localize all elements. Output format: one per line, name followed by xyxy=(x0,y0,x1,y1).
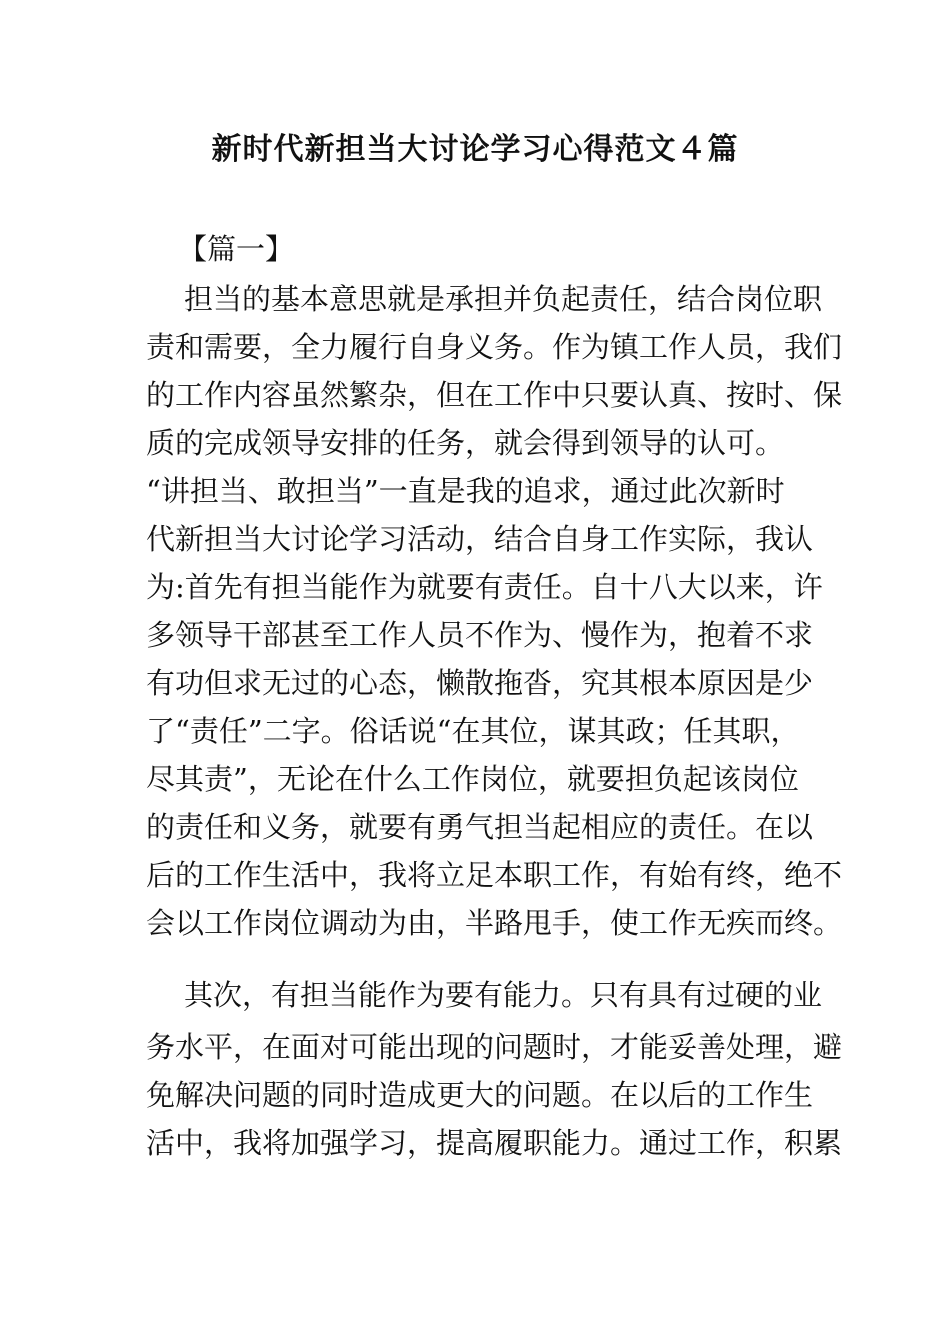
paragraph-line: “讲担当、敢担当”一直是我的追求，通过此次新时 xyxy=(146,474,785,508)
paragraph-line: 后的工作生活中，我将立足本职工作，有始有终，绝不 xyxy=(146,858,843,892)
page-title: 新时代新担当大讨论学习心得范文４篇 xyxy=(211,132,739,167)
section-label: 【篇一】 xyxy=(178,232,295,266)
paragraph-line: 责和需要，全力履行自身义务。作为镇工作人员，我们 xyxy=(146,330,843,364)
paragraph-line: 务水平，在面对可能出现的问题时，才能妥善处理，避 xyxy=(146,1030,843,1064)
paragraph-line: 质的完成领导安排的任务，就会得到领导的认可。 xyxy=(146,426,785,460)
paragraph-line: 免解决问题的同时造成更大的问题。在以后的工作生 xyxy=(146,1078,814,1112)
paragraph-line: 有功但求无过的心态，懒散拖沓，究其根本原因是少 xyxy=(146,666,814,700)
paragraph-line: 会以工作岗位调动为由，半路甩手，使工作无疾而终。 xyxy=(146,906,843,940)
paragraph-line: 的责任和义务，就要有勇气担当起相应的责任。在以 xyxy=(146,810,814,844)
paragraph-line: 的工作内容虽然繁杂，但在工作中只要认真、按时、保 xyxy=(146,378,843,412)
paragraph-line: 多领导干部甚至工作人员不作为、慢作为，抱着不求 xyxy=(146,618,814,652)
paragraph-line: 活中，我将加强学习，提高履职能力。通过工作，积累 xyxy=(146,1126,843,1160)
paragraph-line: 尽其责”，无论在什么工作岗位，就要担负起该岗位 xyxy=(146,762,799,796)
paragraph-line: 代新担当大讨论学习活动，结合自身工作实际，我认 xyxy=(146,522,814,556)
paragraph-line: 为:首先有担当能作为就要有责任。自十八大以来，许 xyxy=(146,570,823,604)
paragraph-line: 其次，有担当能作为要有能力。只有具有过硬的业 xyxy=(184,978,823,1012)
paragraph-line: 担当的基本意思就是承担并负起责任，结合岗位职 xyxy=(184,282,823,316)
paragraph-line: 了“责任”二字。俗话说“在其位，谋其政；任其职， xyxy=(146,714,800,748)
